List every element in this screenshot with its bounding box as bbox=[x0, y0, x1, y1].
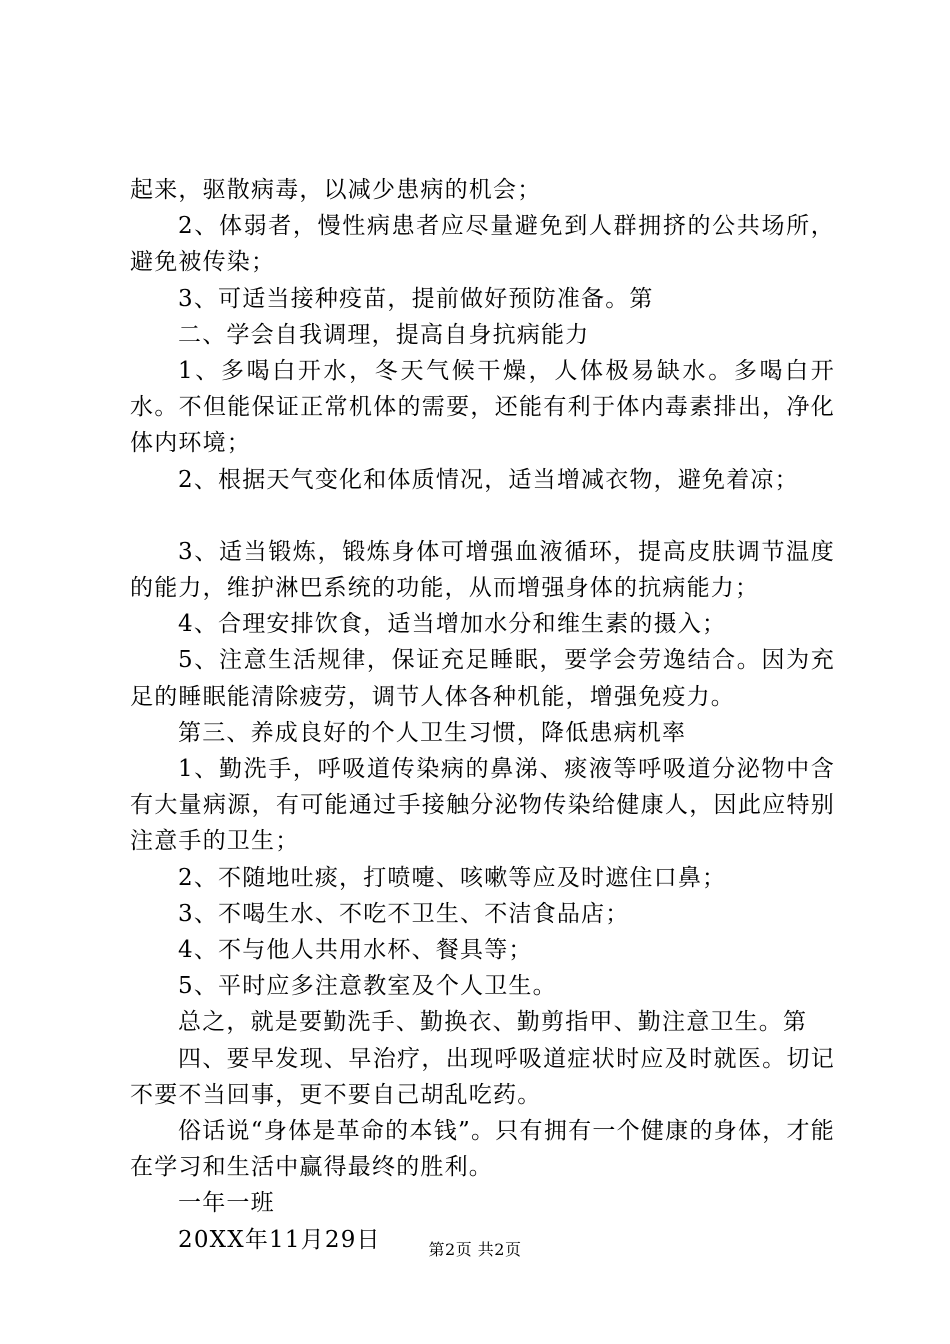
paragraph-8: 4、合理安排饮食，适当增加水分和维生素的摄入； bbox=[178, 611, 727, 638]
paragraph-11: 1、勤洗手，呼吸道传染病的鼻涕、痰液等呼吸道分泌物中含有大量病源，有可能通过手接触分泌物传染给健康人，因此应特别注意手的卫生； bbox=[130, 756, 835, 855]
paragraph-5: 1、多喝白开水，冬天气候干燥，人体极易缺水。多喝白开水。不但能保证正常机体的需要，还能有利于体内毒素排出，净化体内环境； bbox=[130, 358, 835, 457]
paragraph-9: 5、注意生活规律，保证充足睡眠，要学会劳逸结合。因为充足的睡眠能清除疲劳，调节人体各种机能，增强免疫力。 bbox=[130, 647, 835, 710]
paragraph-2: 2、体弱者，慢性病患者应尽量避免到人群拥挤的公共场所，避免被传染； bbox=[130, 213, 835, 276]
signature-class: 一年一班 bbox=[178, 1190, 275, 1217]
section-heading-2: 二、学会自我调理，提高自身抗病能力 bbox=[178, 321, 590, 348]
paragraph-3: 3、可适当接种疫苗，提前做好预防准备。第 bbox=[178, 285, 654, 312]
section-heading-3: 第三、养成良好的个人卫生习惯，降低患病机率 bbox=[178, 719, 687, 746]
paragraph-13: 3、不喝生水、不吃不卫生、不洁食品店； bbox=[178, 900, 630, 927]
page-footer: 第2页 共2页 bbox=[428, 1240, 522, 1259]
document-body bbox=[130, 172, 835, 1258]
paragraph-14: 4、不与他人共用水杯、餐具等； bbox=[178, 937, 533, 964]
paragraph-1: 起来，驱散病毒，以减少患病的机会； bbox=[130, 177, 542, 203]
paragraph-16: 总之，就是要勤洗手、勤换衣、勤剪指甲、勤注意卫生。第 bbox=[178, 1009, 808, 1036]
section-heading-4: 四、要早发现、早治疗，出现呼吸道症状时应及时就医。切记不要不当回事，更不要自己胡乱吃药。 bbox=[130, 1045, 835, 1108]
paragraph-15: 5、平时应多注意教室及个人卫生。 bbox=[178, 973, 557, 1000]
paragraph-6: 2、根据天气变化和体质情况，适当增减衣物，避免着凉； bbox=[178, 466, 799, 493]
blank-line bbox=[130, 498, 835, 534]
paragraph-12: 2、不随地吐痰，打喷嚏、咳嗽等应及时遮住口鼻； bbox=[178, 864, 727, 891]
signature-date: 20XX年11月29日 bbox=[178, 1226, 381, 1253]
paragraph-18: 俗话说“身体是革命的本钱”。只有拥有一个健康的身体，才能在学习和生活中赢得最终的胜利。 bbox=[130, 1118, 835, 1181]
paragraph-7: 3、适当锻炼，锻炼身体可增强血液循环，提高皮肤调节温度的能力，维护淋巴系统的功能，从而增强身体的抗病能力； bbox=[130, 538, 835, 602]
